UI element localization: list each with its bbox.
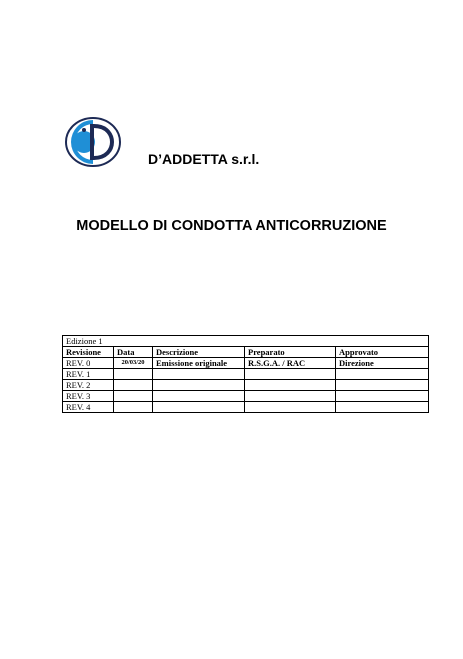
- revision-cell: REV. 2: [63, 380, 114, 391]
- prepared-cell: [245, 402, 336, 413]
- table-row: [63, 369, 429, 380]
- revision-cell: REV. 1: [63, 369, 114, 380]
- header-revisione: Revisione: [63, 347, 114, 358]
- table-row: [63, 391, 429, 402]
- company-name: D’ADDETTA s.r.l.: [148, 151, 260, 167]
- table-row: [63, 380, 429, 391]
- approved-cell: [336, 402, 429, 413]
- revision-cell: REV. 4: [63, 402, 114, 413]
- description-cell: [153, 369, 245, 380]
- approved-cell: [336, 380, 429, 391]
- table-row: [63, 402, 429, 413]
- prepared-cell: [245, 380, 336, 391]
- date-cell: 20/03/20: [114, 358, 153, 369]
- description-cell: Emissione originale: [153, 358, 245, 369]
- prepared-cell: [245, 391, 336, 402]
- prepared-cell: [245, 369, 336, 380]
- revision-table: [62, 335, 429, 413]
- revision-cell: REV. 3: [63, 391, 114, 402]
- company-logo-icon: [64, 116, 122, 168]
- edition-row: [63, 336, 429, 347]
- approved-cell: [336, 369, 429, 380]
- date-cell: [114, 380, 153, 391]
- header-descrizione: Descrizione: [153, 347, 245, 358]
- prepared-cell: R.S.G.A. / RAC: [245, 358, 336, 369]
- table-row: [63, 358, 429, 369]
- description-cell: [153, 380, 245, 391]
- document-title: MODELLO DI CONDOTTA ANTICORRUZIONE: [76, 218, 387, 234]
- header-data: Data: [114, 347, 153, 358]
- date-cell: [114, 391, 153, 402]
- description-cell: [153, 402, 245, 413]
- date-cell: [114, 369, 153, 380]
- revision-cell: REV. 0: [63, 358, 114, 369]
- header-preparato: Preparato: [245, 347, 336, 358]
- header-approvato: Approvato: [336, 347, 429, 358]
- edition-label: Edizione 1: [63, 336, 429, 347]
- approved-cell: [336, 391, 429, 402]
- description-cell: [153, 391, 245, 402]
- table-header-row: [63, 347, 429, 358]
- date-cell: [114, 402, 153, 413]
- approved-cell: Direzione: [336, 358, 429, 369]
